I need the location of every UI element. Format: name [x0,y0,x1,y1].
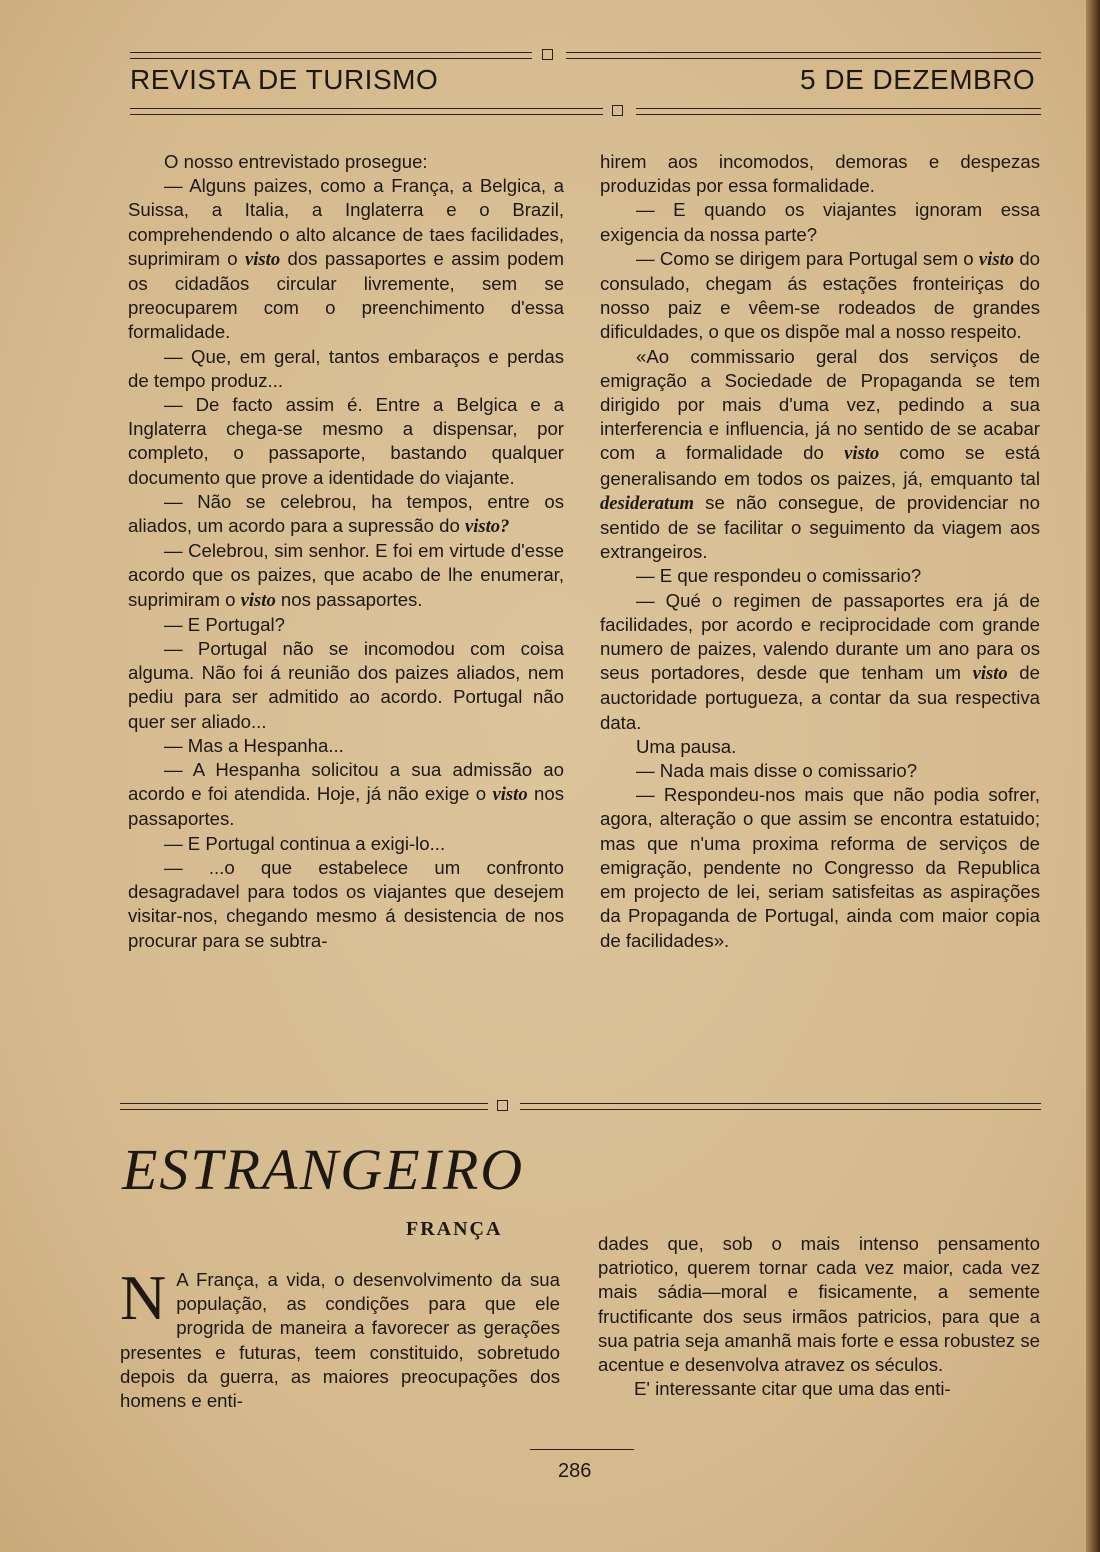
paragraph: — Mas a Hespanha... [164,734,344,756]
section-left-column [120,1262,560,1413]
paragraph: — E quando os viajantes ignoram essa exigencia da nossa parte? [600,199,1040,245]
paragraph: — Qué o regimen de passaportes era já de facilidades, por acordo e reciprocidade com grande numero de paizes, valendo durante um ano para os seus portadores, desde que tenham um visto de auctoridade portugueza, a contar da sua respectiva data. [600,589,1040,733]
ornament-box [497,1100,508,1111]
ornament-box [542,49,553,60]
paragraph: — E Portugal? [164,613,285,635]
article-left-column [128,150,564,953]
paragraph: — A Hespanha solicitou a sua admissão ao acordo e foi atendida. Hoje, já não exige o visto nos passaportes. [128,759,564,830]
paragraph: — Nada mais disse o comissario? [636,760,918,782]
section-title: ESTRANGEIRO [122,1137,525,1202]
section-right-column [598,1232,1040,1401]
section-rule-left [120,1103,488,1110]
paragraph: — Alguns paizes, como a França, a Belgica, a Suissa, a Italia, a Inglaterra e o Brazil, comprehendendo o alto alcance de taes facilidades, suprimiram o visto dos passaportes e assim podem os cidadãos circular livremente, sem se preocuparem com o preenchimento d'essa formalidade. [128,175,564,343]
header-rule-bottom-left [130,108,603,115]
paragraph: — ...o que estabelece um confronto desagradavel para todos os viajantes que desejem visitar-nos, chegando mesmo á desistencia de nos procurar para se subtra- [128,856,564,951]
paragraph: — E que respondeu o comissario? [636,565,922,587]
issue-date: 5 DE DEZEMBRO [800,64,1036,95]
paragraph: — Portugal não se incomodou com coisa alguma. Não foi á reunião dos paizes aliados, nem pediu para ser admitido ao acordo. Portugal não quer ser aliado... [128,638,564,732]
paragraph: E' interessante citar que uma das enti- [634,1378,951,1400]
paragraph: — E Portugal continua a exigi-lo... [164,832,446,854]
paragraph: hirem aos incomodos, demoras e despezas produzidas por essa formalidade. [600,151,1040,197]
ornament-box [612,105,623,116]
section-rule-right [520,1103,1041,1110]
paragraph: dades que, sob o mais intenso pensamento patriotico, querem tornar cada vez maior, cada vez mais sádia—moral e fisicamente, a semente fructificante dos seus irmãos patricios, para que a sua patria seja amanhã mais forte e essa robustez se acentue e desenvolva atravez os séculos. [598,1233,1040,1376]
paragraph: — Que, em geral, tantos embaraços e perdas de tempo produz... [128,345,564,391]
article-right-column [600,150,1040,953]
paragraph: N A França, a vida, o desenvolvimento da sua população, as condições para que ele progrida de maneira a favorecer as gerações presentes e futuras, teem constituido, sobretudo depois da guerra, as maiores preocupações dos homens e enti- [120,1262,560,1412]
header-rule-top-left [130,52,532,59]
section-subtitle: FRANÇA [406,1218,503,1240]
paragraph: Uma pausa. [636,735,737,757]
drop-cap: N [120,1262,167,1333]
paragraph: «Ao commissario geral dos serviços de emigração a Sociedade de Propaganda se tem dirigido por mais d'uma vez, pedindo a sua interferencia e influencia, já no sentido de se acabar com a formalidade do visto como se está generalisando em todos os paizes, já, emquanto tal desideratum se não consegue, de providenciar no sentido de se facilitar o seguimento da viagem aos extrangeiros. [600,345,1041,563]
paragraph: — Respondeu-nos mais que não podia sofrer, agora, alteração o que assim se encontra estatuido; mas que n'uma proxima reforma de serviços de emigração, pendente no Congresso da Republica em projecto de lei, seriam satisfeitas as aspirações da Propaganda de Portugal, ainda com maior copia de facilidades». [600,784,1040,951]
page-edge [1086,0,1100,1552]
paragraph: — Como se dirigem para Portugal sem o visto do consulado, chegam ás estações fronteiriças do nosso paiz e vêem-se rodeados de grandes dificuldades, o que os dispõe mal a nosso respeito. [600,247,1041,343]
page-number: 286 [558,1460,592,1482]
footer-rule [530,1449,634,1450]
paragraph: O nosso entrevistado prosegue: [164,151,428,172]
publication-title: REVISTA DE TURISMO [130,64,439,95]
header-rule-top-right [566,52,1041,59]
paragraph: — Não se celebrou, ha tempos, entre os aliados, um acordo para a supressão do visto? [128,490,564,538]
paragraph: — Celebrou, sim senhor. E foi em virtude d'esse acordo que os paizes, que acabo de lhe enumerar, suprimiram o visto nos passaportes. [128,540,564,611]
paragraph: — De facto assim é. Entre a Belgica e a Inglaterra chega-se mesmo a dispensar, por completo, o passaporte, bastando qualquer documento que prove a identidade do viajante. [128,394,564,488]
header-rule-bottom-right [636,108,1041,115]
